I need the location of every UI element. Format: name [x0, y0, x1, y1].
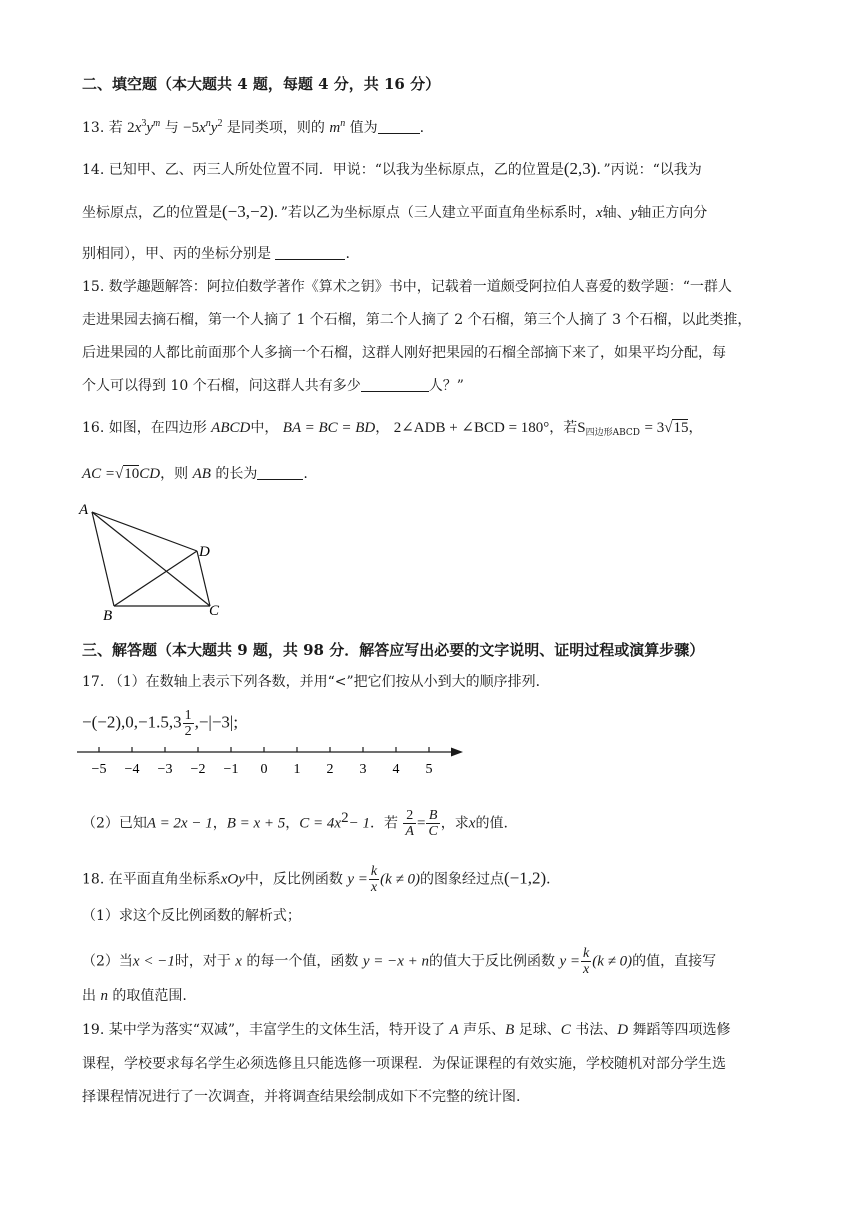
number-line-tick-label: 2	[326, 762, 334, 777]
q15-number: 15.	[82, 279, 105, 295]
q14-point-2: (−3,−2)	[222, 202, 274, 221]
q18-number: 18.	[82, 871, 105, 888]
q19-course-b: B	[505, 1022, 515, 1038]
q15-line4-end: 人？”	[428, 378, 464, 394]
q19-course-c-label: 书法、	[575, 1022, 618, 1038]
q14-point-1: (2,3)	[563, 159, 597, 178]
q13-text-1: 若	[108, 120, 123, 136]
q17-equals: =	[416, 815, 426, 832]
q17-expr-b: B = x + 5	[226, 815, 286, 832]
q17-frac-num: 1	[184, 708, 192, 723]
question-17-part-1	[82, 672, 550, 692]
number-line-tick-label: −4	[124, 762, 140, 777]
q17-fraction-2-over-a	[403, 808, 416, 839]
q18-inequality: x < −1	[132, 953, 175, 970]
q16-area-value: = 3	[644, 420, 665, 436]
q17-f2-num: B	[426, 808, 439, 824]
q18-part-2	[82, 946, 716, 977]
q16-text-4: ，若	[549, 420, 578, 436]
q19-line1-text: 某中学为落实“双减”，丰富学生的文体生活，特开设了	[108, 1022, 446, 1038]
q18-text-4: ．	[546, 871, 561, 888]
q14-line1-text: 已知甲、乙、丙三人所处位置不同．甲说：“以我为坐标原点，乙的位置是	[108, 162, 564, 178]
q19-course-d-label: 舞蹈等四项选修	[632, 1022, 731, 1038]
q16-answer-blank[interactable]	[257, 465, 303, 480]
q18-part-1: （1）求这个反比例函数的解析式；	[82, 908, 301, 924]
q16-edge-da	[92, 512, 197, 551]
q13-term-1: $2x^3y^m$	[127, 118, 161, 136]
q18-k-over-x-2	[581, 946, 591, 977]
q17-f2-den: C	[428, 824, 438, 840]
q18-condition-2: (k ≠ 0)	[592, 953, 633, 970]
q18-linear-fn: y = −x + n	[362, 953, 430, 970]
q17-f1-num: 2	[403, 808, 416, 824]
q18-frac2-num: k	[583, 946, 590, 961]
q16-diagonal-ac	[92, 512, 210, 606]
q19-line-3: 择课程情况进行了一次调查，并将调查结果绘制成如下不完整的统计图.	[82, 1089, 521, 1105]
q17-expr-c: C = 4x	[299, 815, 342, 832]
q17-numbers-b: ,−|−3|;	[194, 712, 239, 732]
q17-fraction-b-over-c	[426, 808, 439, 839]
q18-part2-text-c: 的每一个值，函数	[246, 953, 359, 970]
number-line-tick-label: −1	[223, 762, 239, 777]
question-16-line-2	[82, 464, 308, 484]
number-line-tick-label: 4	[392, 762, 400, 777]
q16-text-7: 的长为	[215, 466, 258, 482]
q15-line-3: 后进果园的人都比前面那个人多摘一个石榴，这群人刚好把果园的石榴全部摘下来了，如果平均分配，每	[82, 345, 726, 361]
q19-number: 19.	[82, 1022, 105, 1038]
q16-edge-ab	[92, 512, 114, 606]
q17-part2-text-d: 的值.	[475, 815, 508, 832]
q17-numbers	[82, 708, 238, 739]
q17-expr-c-tail: − 1	[348, 815, 370, 832]
q13-power: $m^n$	[329, 118, 346, 136]
q17-number: 17.	[82, 674, 105, 690]
q16-cd: CD	[139, 466, 161, 482]
question-19-line-1	[82, 1020, 731, 1040]
number-line-tick-label: −3	[157, 762, 173, 777]
q14-line1-text-b: ．”丙说：“以我为	[596, 162, 702, 178]
q19-course-b-label: 足球、	[518, 1022, 561, 1038]
number-line-tick-label: 3	[359, 762, 367, 777]
question-14-line-1	[82, 159, 702, 180]
q14-axis-x: x	[595, 205, 603, 221]
q13-text-2: 与	[164, 120, 179, 136]
q16-equation-1: BA = BC = BD	[282, 420, 376, 436]
q17-sep-2: ，	[285, 815, 300, 832]
q18-system: xOy	[220, 871, 245, 888]
q16-radicand-2: 10	[124, 466, 140, 482]
q16-number: 16.	[82, 420, 105, 436]
q16-text-6: ，则	[160, 466, 189, 482]
q18-n: n	[100, 988, 108, 1004]
q16-label-d: D	[199, 544, 210, 560]
q14-line2-text-d: 轴正方向分	[637, 205, 708, 221]
q16-figure	[70, 496, 230, 626]
q16-sqrt-symbol-2: √	[115, 466, 124, 482]
q16-text-8: .	[303, 466, 308, 482]
q18-condition: (k ≠ 0)	[380, 871, 420, 888]
q17-sep-1: ，	[212, 815, 227, 832]
q19-course-d: D	[617, 1022, 629, 1038]
number-line-arrow-icon	[451, 748, 463, 757]
number-line-tick-label: 5	[425, 762, 433, 777]
question-13	[82, 114, 424, 138]
question-16-line-1	[82, 418, 702, 443]
q17-var: x	[468, 815, 476, 832]
q16-sqrt-symbol: √	[664, 420, 673, 436]
question-14-line-3	[82, 244, 350, 264]
q18-part2-text-a: （2）当	[82, 953, 133, 970]
q16-diagonal-bd	[114, 551, 197, 606]
q13-answer-blank[interactable]	[378, 119, 420, 134]
q18-y-eq-2: y =	[559, 953, 581, 970]
q18-var: x	[235, 953, 242, 970]
q14-line2-text-b: ．”若以乙为坐标原点（三人建立平面直角坐标系时，	[273, 205, 596, 221]
q14-axis-y: y	[630, 205, 638, 221]
q18-frac-num: k	[370, 864, 378, 879]
q16-text-2: 中，	[250, 420, 279, 436]
q18-text-3: 的图象经过点	[419, 871, 504, 888]
q17-expr-c-exponent: 2	[341, 810, 349, 826]
q16-area-subscript: 四边形ABCD	[585, 428, 641, 438]
q19-line-2: 课程，学校要求每名学生必须选修且只能选修一项课程．为保证课程的有效实施，学校随机对部分学生选	[82, 1056, 726, 1072]
q17-f1-den: A	[405, 824, 414, 840]
q14-line3-text: 别相同），甲、丙的坐标分别是	[82, 246, 271, 262]
q18-line-3	[82, 986, 187, 1006]
q13-number: 13.	[82, 120, 105, 136]
q19-course-a-label: 声乐、	[463, 1022, 506, 1038]
q18-k-over-x	[369, 864, 379, 895]
q13-text-4: 值为	[349, 120, 378, 136]
number-line-tick-label: −2	[190, 762, 206, 777]
q18-text-1: 在平面直角坐标系	[108, 871, 221, 888]
q13-text-3: 是同类项，则的	[226, 120, 330, 136]
q18-frac2-den: x	[583, 962, 590, 977]
q15-line-4	[82, 376, 464, 396]
question-18-line-1	[82, 864, 560, 895]
q16-quad: ABCD	[211, 420, 251, 436]
q15-line4-text: 个人可以得到 10 个石榴，问这群人共有多少	[82, 378, 361, 394]
q18-part2-text-e: 的值，直接写	[632, 953, 717, 970]
q16-text-1: 如图，在四边形	[108, 420, 207, 436]
q17-part-2	[82, 808, 508, 839]
q18-line3-text-b: 的取值范围.	[112, 988, 187, 1004]
q14-line2-text: 坐标原点，乙的位置是	[82, 205, 222, 221]
q17-frac-den: 2	[184, 724, 192, 739]
q14-answer-blank[interactable]	[275, 245, 345, 260]
q18-line3-text-a: 出	[82, 988, 96, 1004]
q17-numbers-a: −(−2),0,−1.5,3	[82, 712, 182, 732]
number-line-tick-label: −5	[91, 762, 107, 777]
q13-term-2: $-5x^ny^2$	[183, 118, 223, 136]
question-14-line-2	[82, 202, 707, 223]
q18-frac-den: x	[370, 880, 378, 895]
q19-course-c: C	[560, 1022, 571, 1038]
q18-text-2: 中，反比例函数	[244, 871, 343, 888]
q16-area-radicand: 15	[673, 420, 689, 436]
question-15-line-1	[82, 277, 732, 297]
q17-part2-text: （2）已知	[82, 815, 147, 832]
section-2-title: 二、填空题（本大题共 4 题，每题 4 分，共 16 分）	[82, 75, 441, 93]
q14-line3-end: .	[345, 246, 350, 262]
q18-part2-text-d: 的值大于反比例函数	[429, 953, 556, 970]
q16-text-3: ，	[375, 420, 390, 436]
q16-ac: AC =	[82, 466, 116, 482]
number-line-tick-label: 1	[293, 762, 301, 777]
q18-y-eq: y =	[347, 871, 368, 888]
q17-expr-a: A = 2x − 1	[146, 815, 213, 832]
q17-part1-text: （1）在数轴上表示下列各数，并用“<”把它们按从小到大的顺序排列．	[108, 674, 550, 690]
q16-label-a: A	[79, 502, 89, 518]
q17-part2-text-b: ．若	[369, 815, 398, 832]
q16-area-symbol: S	[577, 420, 586, 436]
q16-equation-2: 2∠ADB + ∠BCD = 180°	[393, 420, 550, 436]
q19-course-a: A	[449, 1022, 459, 1038]
q16-text-5: ，	[688, 420, 703, 436]
number-line-tick-label: 0	[260, 762, 268, 777]
section-3-title: 三、解答题（本大题共 9 题，共 98 分．解答应写出必要的文字说明、证明过程或演算步骤）	[82, 641, 705, 659]
q18-part2-text-b: 时，对于	[174, 953, 231, 970]
q17-part2-text-c: ，求	[440, 815, 469, 832]
q15-answer-blank[interactable]	[361, 377, 429, 392]
q17-fraction	[183, 708, 194, 739]
q14-line2-text-c: 轴、	[602, 205, 631, 221]
q18-point: (−1,2)	[503, 868, 547, 888]
q16-label-b: B	[103, 608, 113, 624]
q15-line-2: 走进果园去摘石榴，第一个人摘了 1 个石榴，第二个人摘了 2 个石榴，第三个人摘了 3 个石榴，以此类推，	[82, 312, 752, 328]
q16-label-c: C	[209, 603, 220, 619]
q14-number: 14.	[82, 162, 105, 178]
q15-line-1: 数学趣题解答：阿拉伯数学著作《算术之钥》书中，记载着一道颇受阿拉伯人喜爱的数学题：“一群人	[108, 279, 732, 295]
q16-ab: AB	[192, 466, 211, 482]
q13-text-5: .	[419, 120, 425, 136]
q17-number-line	[75, 742, 465, 782]
